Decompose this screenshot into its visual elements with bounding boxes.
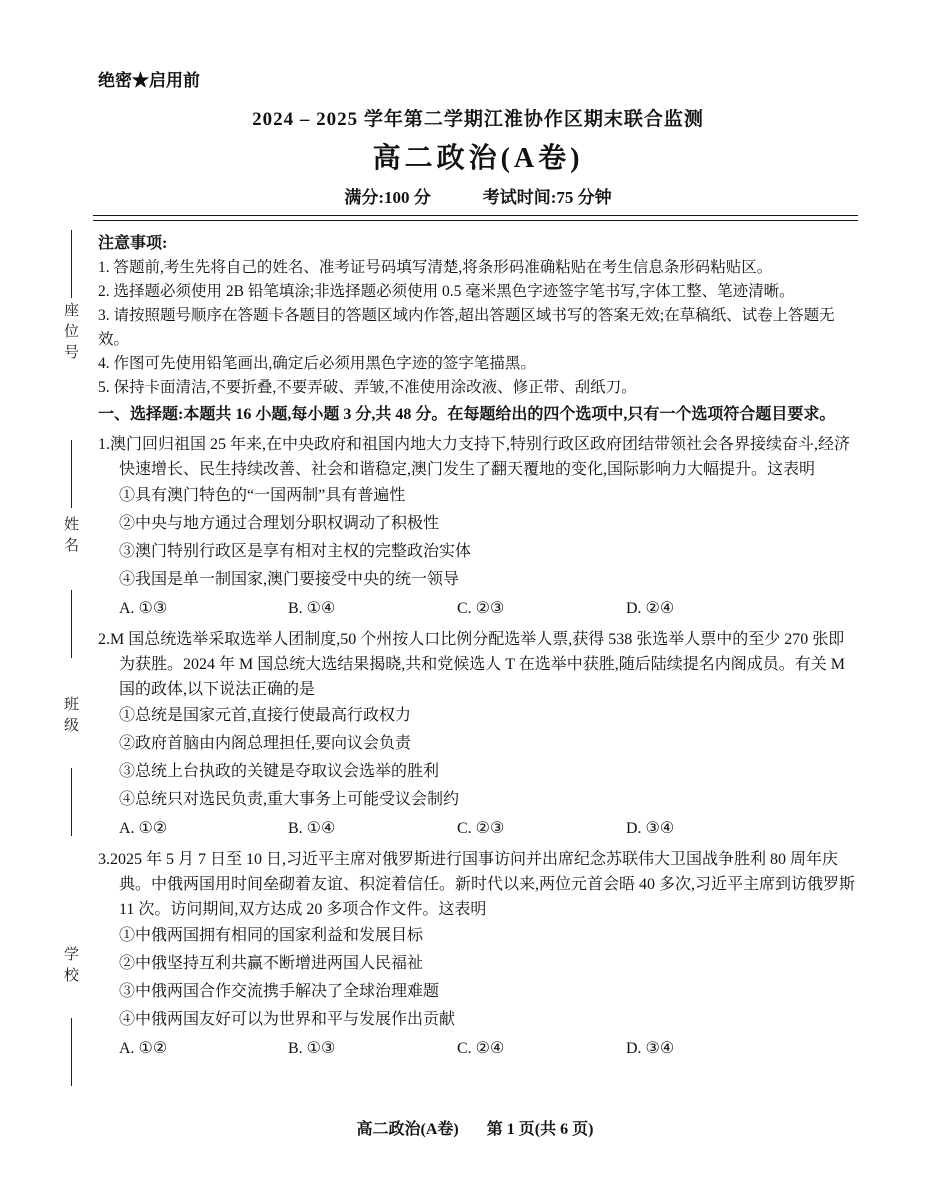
choice-a: A. ①③ — [119, 600, 168, 617]
footer-subject: 高二政治(A卷) — [356, 1121, 459, 1138]
question-option: ④总统只对选民负责,重大事务上可能受议会制约 — [119, 791, 460, 808]
answer-choices — [98, 596, 858, 622]
choice-a: A. ①② — [119, 1040, 168, 1057]
question-option: ①具有澳门特色的“一国两制”具有普遍性 — [119, 487, 406, 504]
choice-b: B. ①③ — [288, 1040, 336, 1057]
question-option: ③总统上台执政的关键是夺取议会选举的胜利 — [119, 763, 440, 780]
notice-item: 1. 答题前,考生先将自己的姓名、准考证号码填写清楚,将条形码准确粘贴在考生信息条形码粘贴区。 — [98, 259, 773, 276]
choice-d: D. ③④ — [626, 820, 675, 837]
seal-margin — [56, 0, 90, 1177]
school-label: 学校 — [62, 946, 78, 988]
name-label: 姓名 — [62, 516, 78, 558]
question-1 — [98, 432, 858, 622]
notice-item: 3. 请按照题号顺序在答题卡各题目的答题区域内作答,超出答题区域书写的答案无效;在草稿纸、试卷上答题无效。 — [98, 307, 835, 348]
exam-duration: 考试时间:75 分钟 — [482, 188, 612, 207]
seal-line — [71, 590, 72, 658]
seal-line — [71, 230, 72, 298]
seal-line — [71, 440, 72, 508]
seal-line — [71, 768, 72, 836]
secrecy-notice: 绝密★启用前 — [98, 71, 200, 90]
question-3 — [98, 847, 858, 1062]
question-option: ①总统是国家元首,直接行使最高行政权力 — [119, 707, 412, 724]
question-option: ④中俄两国友好可以为世界和平与发展作出贡献 — [119, 1011, 456, 1028]
question-stem: 3.2025 年 5 月 7 日至 10 日,习近平主席对俄罗斯进行国事访问并出席纪念苏联伟大卫国战争胜利 80 周年庆典。中俄两国用时间垒砌着友谊、积淀着信任。新时代以来,两位元首会晤 40 多次,习近平主席到访俄罗斯 11 次。访问期间,双方达成 20 多项合作文件。这表明 — [98, 851, 856, 918]
question-option: ③澳门特别行政区是享有相对主权的完整政治实体 — [119, 543, 472, 560]
question-stem: 2.M 国总统选举采取选举人团制度,50 个州按人口比例分配选举人票,获得 538 张选举人票中的至少 270 张即为获胜。2024 年 M 国总统大选结果揭晓,共和党候选人 T 在选举中获胜,随后陆续提名内阁成员。有关 M 国的政体,以下说法正确的是 — [98, 631, 845, 698]
question-option: ③中俄两国合作交流携手解决了全球治理难题 — [119, 983, 440, 1000]
exam-title: 2024 – 2025 学年第二学期江淮协作区期末联合监测 — [252, 109, 704, 130]
exam-content — [98, 0, 858, 1062]
seal-line — [71, 1018, 72, 1086]
question-option: ②中央与地方通过合理划分职权调动了积极性 — [119, 515, 440, 532]
notice-item: 4. 作图可先使用铅笔画出,确定后必须用黑色字迹的签字笔描黑。 — [98, 355, 536, 372]
footer-page-number: 第 1 页(共 6 页) — [486, 1121, 594, 1138]
notice-section — [98, 232, 858, 400]
class-label: 班级 — [62, 696, 78, 738]
question-option: ②中俄坚持互利共赢不断增进两国人民福祉 — [119, 955, 424, 972]
seat-number-label: 座位号 — [62, 302, 78, 365]
subject-title: 高二政治(A卷) — [372, 143, 584, 174]
choice-d: D. ②④ — [626, 600, 675, 617]
notice-item: 5. 保持卡面清洁,不要折叠,不要弄破、弄皱,不准使用涂改液、修正带、刮纸刀。 — [98, 379, 637, 396]
exam-meta — [98, 183, 858, 208]
question-2 — [98, 627, 858, 842]
choice-c: C. ②④ — [457, 1040, 505, 1057]
choice-a: A. ①② — [119, 820, 168, 837]
question-stem: 1.澳门回归祖国 25 年来,在中央政府和祖国内地大力支持下,特别行政区政府团结带领社会各界接续奋斗,经济快速增长、民生持续改善、社会和谐稳定,澳门发生了翻天覆地的变化,国际影响力大幅提升。这表明 — [98, 436, 851, 478]
choice-b: B. ①④ — [288, 600, 336, 617]
notice-item: 2. 选择题必须使用 2B 铅笔填涂;非选择题必须使用 0.5 毫米黑色字迹签字笔书写,字体工整、笔迹清晰。 — [98, 283, 795, 300]
choice-c: C. ②③ — [457, 820, 505, 837]
full-score: 满分:100 分 — [344, 188, 431, 207]
choice-c: C. ②③ — [457, 600, 505, 617]
question-option: ②政府首脑由内阁总理担任,要向议会负责 — [119, 735, 412, 752]
question-option: ④我国是单一制国家,澳门要接受中央的统一领导 — [119, 571, 460, 588]
section-title: 一、选择题:本题共 16 小题,每小题 3 分,共 48 分。在每题给出的四个选项中,只有一个选项符合题目要求。 — [98, 406, 836, 423]
notice-title: 注意事项: — [98, 235, 168, 252]
page-footer — [0, 1116, 950, 1139]
choice-d: D. ③④ — [626, 1040, 675, 1057]
question-option: ①中俄两国拥有相同的国家利益和发展目标 — [119, 927, 424, 944]
choice-b: B. ①④ — [288, 820, 336, 837]
answer-choices — [98, 1036, 858, 1062]
answer-choices — [98, 816, 858, 842]
header-double-rule — [93, 215, 858, 221]
